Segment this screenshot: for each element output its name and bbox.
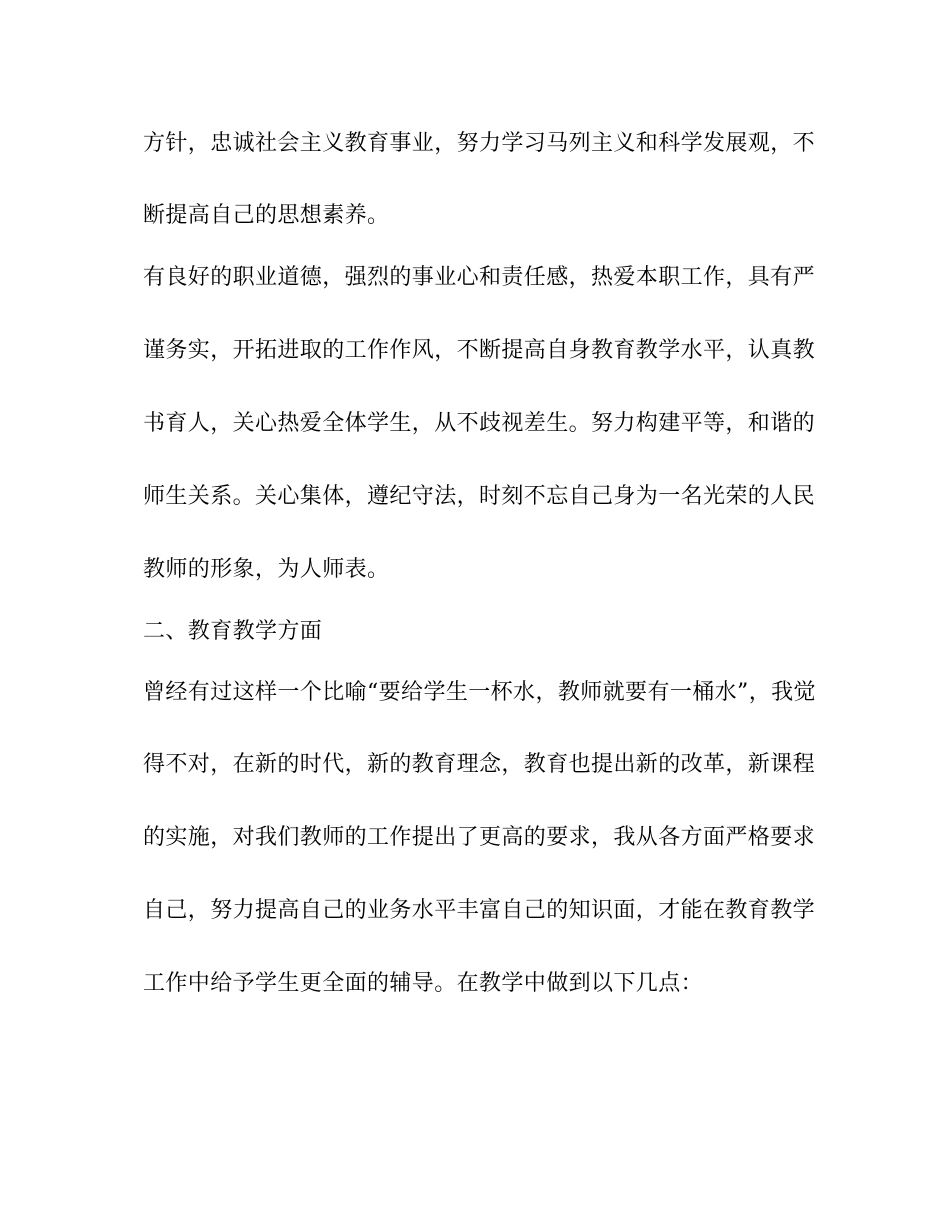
text-line: 有良好的职业道德，强烈的事业心和责任感，热爱本职工作，具有严 xyxy=(143,265,816,290)
text-line: 谨务实，开拓进取的工作作风，不断提高自身教育教学水平，认真教 xyxy=(143,338,816,363)
text-line: 自己，努力提高自己的业务水平丰富自己的知识面，才能在教育教学 xyxy=(143,898,816,923)
text-line: 曾经有过这样一个比喻“要给学生一杯水，教师就要有一桶水”，我觉 xyxy=(143,680,816,705)
text-line: 教师的形象，为人师表。 xyxy=(143,557,390,582)
text-line: 工作中给予学生更全面的辅导。在教学中做到以下几点： xyxy=(143,971,704,996)
text-line: 师生关系。关心集体，遵纪守法，时刻不忘自己身为一名光荣的人民 xyxy=(143,484,816,509)
text-line: 的实施，对我们教师的工作提出了更高的要求，我从各方面严格要求 xyxy=(143,825,816,850)
text-line: 断提高自己的思想素养。 xyxy=(143,203,390,228)
text-line: 书育人，关心热爱全体学生，从不歧视差生。努力构建平等，和谐的 xyxy=(143,411,816,436)
text-line: 方针，忠诚社会主义教育事业，努力学习马列主义和科学发展观，不 xyxy=(143,131,816,156)
text-line: 得不对，在新的时代，新的教育理念，教育也提出新的改革，新课程 xyxy=(143,752,816,777)
section-heading: 二、教育教学方面 xyxy=(143,619,323,644)
